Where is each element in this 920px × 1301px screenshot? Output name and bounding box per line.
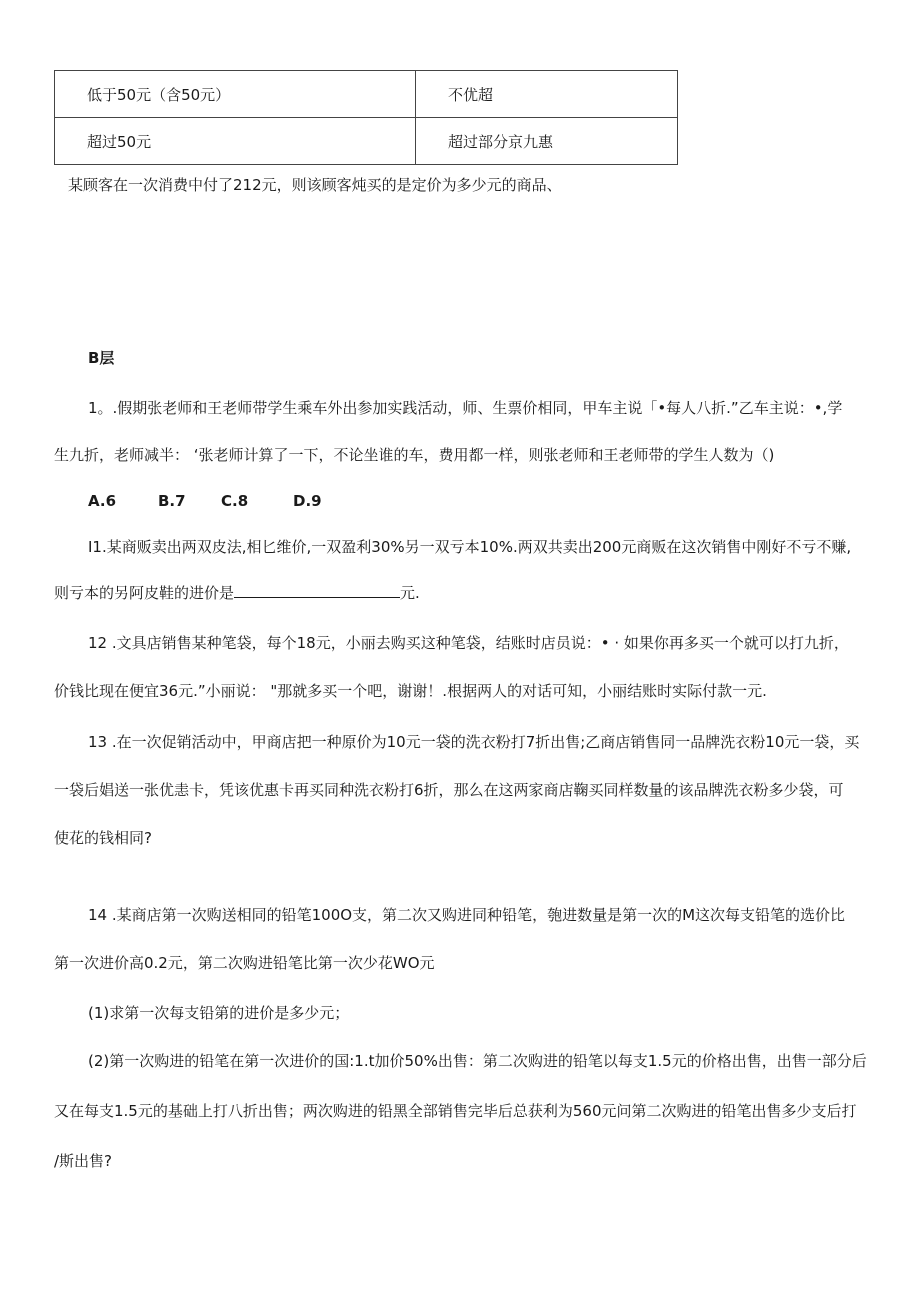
table-cell: 不优超 <box>416 71 678 118</box>
table-cell: 低于50元（含50元） <box>55 71 416 118</box>
question-14-line-2: 第一次进价高0.2元，第二次购进铅笔比第一次少花WO元 <box>54 954 435 972</box>
question-13-line-2: 一袋后娼送一张优恚卡，凭该优惠卡再买同种洗衣粉打6折，那么在这两家商店鞠买同样数量的该品牌洗衣粉多少袋，可 <box>54 781 844 799</box>
question-12-line-2: 价钱比现在便宜36元.”小丽说： "那就多买一个吧，谢谢！.根据两人的对话可知，小丽结账时实际付款一元. <box>54 682 767 700</box>
question-1-line-1: 1。.假期张老师和王老师带学生乘车外出参加实践活动，师、生票价相同，甲车主说「•每人八折.”乙车主说：•,学 <box>88 399 843 417</box>
question-13-line-3: 使花的钱相同? <box>54 829 152 847</box>
question-11-text: 则亏本的另阿皮鞋的进价是 <box>54 584 235 602</box>
table-row <box>55 118 678 165</box>
question-14-sub-2-line-2: 又在每支1.5元的基础上打八折出售；两次购进的铅黑全部销售完毕后总获利为560元问第二次购进的铅笔出售多少支后打 <box>54 1102 857 1120</box>
table-row <box>55 71 678 118</box>
answer-blank <box>234 583 400 598</box>
question-1-line-2: 生九折，老师减半： ‘张老师计算了一下，不论坐谁的车，费用都一样，则张老师和王老师带的学生人数为（) <box>54 446 775 464</box>
section-label: B层 <box>88 349 115 367</box>
question-11-line-2 <box>54 582 420 603</box>
option-a: A.6 <box>88 492 117 510</box>
question-11-unit: 元. <box>400 584 420 602</box>
option-d: D.9 <box>293 492 322 510</box>
table-cell: 超过部分京九惠 <box>416 118 678 165</box>
question-12-line-1: 12 .文具店销售某种笔袋，每个18元，小丽去购买这种笔袋，结账时店员说：• · 如果你再多买一个就可以打九折， <box>88 634 849 652</box>
option-b: B.7 <box>158 492 186 510</box>
question-14-line-1: 14 .某商店第一次购送相同的铅笔100O支，第二次又购进同种铅笔，匏进数量是第一次的M这次每支铅笔的选价比 <box>88 906 846 924</box>
question-14-sub-1: (1)求第一次每支铅第的进价是多少元； <box>88 1004 350 1022</box>
option-c: C.8 <box>221 492 249 510</box>
question-14-sub-2-line-3: /斯出售? <box>54 1152 113 1170</box>
intro-question: 某顾客在一次消费中付了212元，则该顾客炖买的是定价为多少元的商品、 <box>68 176 562 194</box>
question-13-line-1: 13 .在一次促销活动中，甲商店把一种原价为10元一袋的洗衣粉打7折出售;乙商店销售同一品牌洗衣粉10元一袋，买 <box>88 733 860 751</box>
table-cell: 超过50元 <box>55 118 416 165</box>
question-14-sub-2-line-1: (2)第一次购进的铅笔在第一次进价的国:1.t加价50%出售：第二次购进的铅笔以每支1.5元的价格出售，出售一部分后 <box>88 1052 867 1070</box>
question-11-line-1: I1.某商贩卖出两双皮法,相匕维价,一双盈利30%另一双亏本10%.两双共卖出200元商贩在这次销售中刚好不亏不赚, <box>88 538 852 556</box>
pricing-table <box>54 70 678 165</box>
